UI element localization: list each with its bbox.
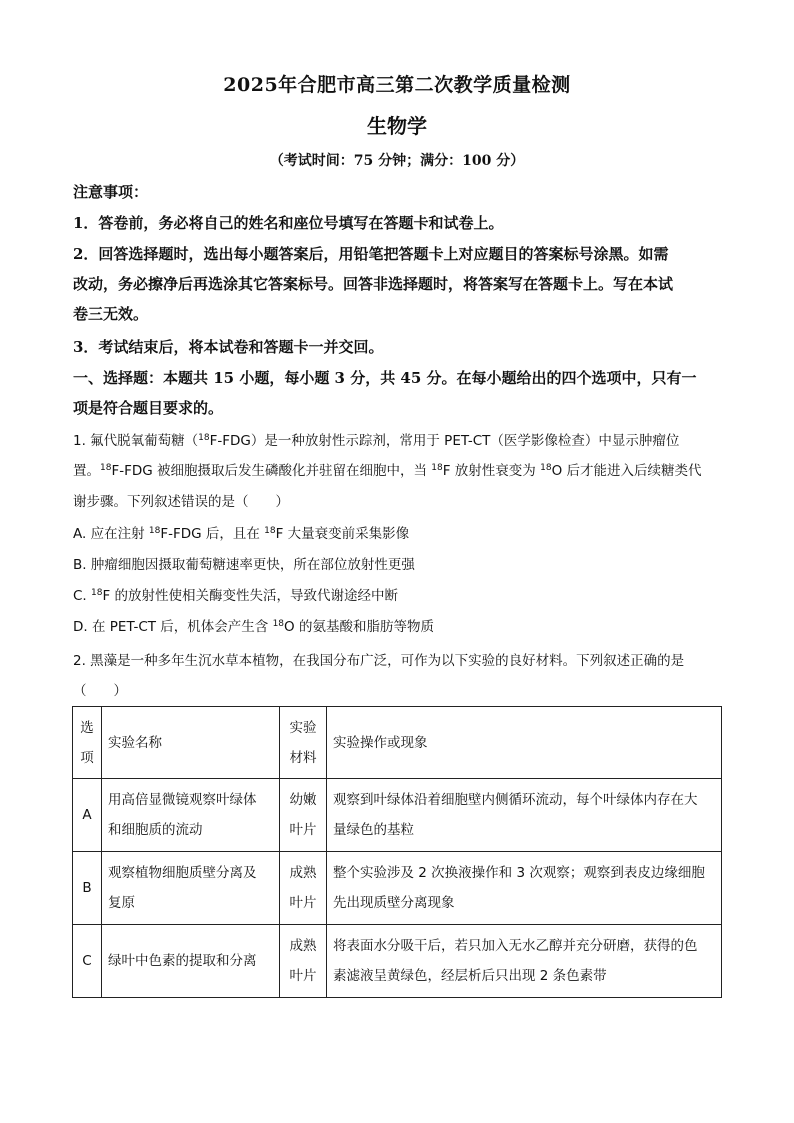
exam-info: （考试时间：75 分钟；满分：100 分） bbox=[269, 153, 525, 169]
question-1-line-3: 谢步骤。下列叙述错误的是（ ） bbox=[73, 494, 289, 510]
header-material: 实验 材料 bbox=[280, 707, 327, 779]
notice-item-2-line-1: 2．回答选择题时，选出每小题答案后，用铅笔把答题卡上对应题目的答案标号涂黑。如需 bbox=[73, 245, 669, 263]
header-experiment-name: 实验名称 bbox=[102, 707, 280, 779]
notice-item-3: 3．考试结束后，将本试卷和答题卡一并交回。 bbox=[73, 338, 384, 356]
question-1-option-d[interactable]: D. 在 PET-CT 后，机体会产生含 $^{18}$O 的氨基酸和脂肪等物质 bbox=[73, 619, 434, 635]
row-experiment-name: 绿叶中色素的提取和分离 bbox=[102, 925, 280, 998]
exam-title: 2025年合肥市高三第二次教学质量检测 bbox=[223, 74, 571, 96]
notice-item-1: 1．答卷前，务必将自己的姓名和座位号填写在答题卡和试卷上。 bbox=[73, 214, 504, 232]
experiment-table bbox=[72, 706, 722, 998]
section-heading-line-2: 项是符合题目要求的。 bbox=[73, 399, 224, 417]
question-1-option-b[interactable]: B. 肿瘤细胞因摄取葡萄糖速率更快，所在部位放射性更强 bbox=[73, 557, 415, 573]
row-operation: 观察到叶绿体沿着细胞壁内侧循环流动，每个叶绿体内存在大 量绿色的基粒 bbox=[327, 779, 722, 852]
row-operation: 将表面水分吸干后，若只加入无水乙醇并充分研磨，获得的色 素滤液呈黄绿色，经层析后只出现 2 条色素带 bbox=[327, 925, 722, 998]
question-1-line-1: 1. 氟代脱氧葡萄糖（$^{18}$F-FDG）是一种放射性示踪剂，常用于 PET-CT（医学影像检查）中显示肿瘤位 bbox=[73, 433, 680, 449]
question-1-option-a[interactable]: A. 应在注射 $^{18}$F-FDG 后，且在 $^{18}$F 大量衰变前采集影像 bbox=[73, 526, 410, 542]
header-option: 选 项 bbox=[73, 707, 102, 779]
row-option: C bbox=[73, 925, 102, 998]
notice-item-2-line-3: 卷三无效。 bbox=[73, 305, 149, 323]
question-1-line-2: 置。$^{18}$F-FDG 被细胞摄取后发生磷酸化并驻留在细胞中，当 $^{18}$F 放射性衰变为 $^{18}$O 后才能进入后续糖类代 bbox=[73, 463, 702, 479]
row-experiment-name: 用高倍显微镜观察叶绿体 和细胞质的流动 bbox=[102, 779, 280, 852]
table-row bbox=[73, 852, 722, 925]
notice-item-2-line-2: 改动，务必擦净后再选涂其它答案标号。回答非选择题时，将答案写在答题卡上。写在本试 bbox=[73, 275, 674, 293]
row-material: 幼嫩 叶片 bbox=[280, 779, 327, 852]
row-experiment-name: 观察植物细胞质壁分离及 复原 bbox=[102, 852, 280, 925]
row-material: 成熟 叶片 bbox=[280, 852, 327, 925]
question-2-line-2: （ ） bbox=[73, 683, 127, 699]
row-option: B bbox=[73, 852, 102, 925]
row-option: A bbox=[73, 779, 102, 852]
question-1-option-c[interactable]: C. $^{18}$F 的放射性使相关酶变性失活，导致代谢途经中断 bbox=[73, 588, 399, 604]
table-row bbox=[73, 925, 722, 998]
table-row bbox=[73, 779, 722, 852]
row-operation: 整个实验涉及 2 次换液操作和 3 次观察；观察到表皮边缘细胞 先出现质壁分离现象 bbox=[327, 852, 722, 925]
subject-title: 生物学 bbox=[367, 114, 427, 138]
section-heading-line-1: 一、选择题：本题共 15 小题，每小题 3 分，共 45 分。在每小题给出的四个选项中，只有一 bbox=[73, 369, 697, 387]
row-material: 成熟 叶片 bbox=[280, 925, 327, 998]
question-2-line-1: 2. 黑藻是一种多年生沉水草本植物，在我国分布广泛，可作为以下实验的良好材料。下列叙述正确的是 bbox=[73, 653, 685, 669]
header-operation: 实验操作或现象 bbox=[327, 707, 722, 779]
notice-heading: 注意事项： bbox=[73, 183, 149, 201]
table-header-row bbox=[73, 707, 722, 779]
